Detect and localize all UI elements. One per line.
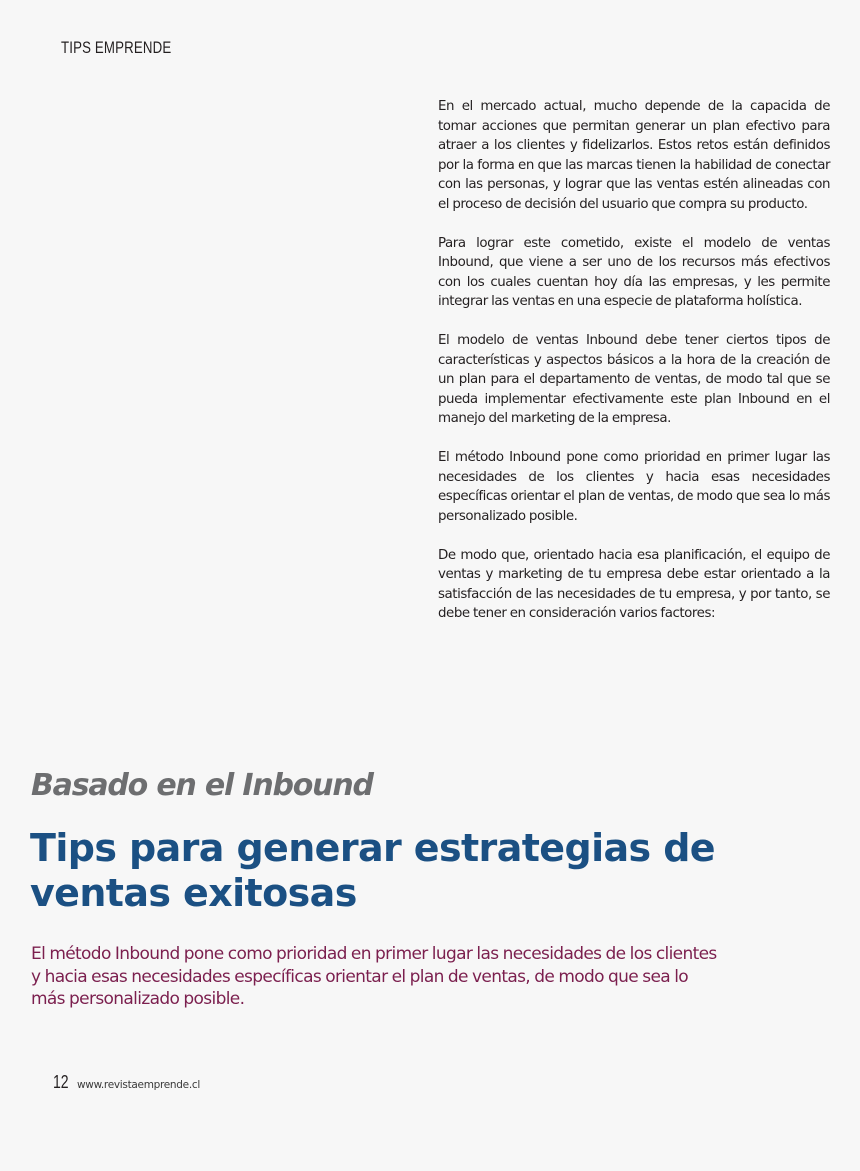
body-paragraph: En el mercado actual, mucho depende de la capacida de tomar acciones que permitan generar un plan efectivo para atraer a los clientes y fidelizarlos. Estos retos están definidos por la forma en que las marcas tienen la habilidad de conectar con las personas, y lograr que las ventas estén alineadas con el proceso de decisión del usuario que compra su producto.	[438, 99, 830, 212]
body-paragraph: Para lograr este cometido, existe el modelo de ventas Inbound, que viene a ser uno de los recursos más efectivos con los cuales cuentan hoy día las empresas, y les permite integrar las ventas en una especie de plataforma holística.	[438, 235, 830, 309]
page-footer	[53, 1072, 200, 1093]
article-body	[438, 97, 830, 643]
body-paragraph: De modo que, orientado hacia esa planificación, el equipo de ventas y marketing de tu empresa debe estar orientado a la satisfacción de las necesidades de tu empresa, y por tanto, se debe tener en consideración varios factores:	[438, 547, 830, 621]
site-url: www.revistaemprende.cl	[77, 1079, 200, 1091]
section-tag: TIPS EMPRENDE	[61, 38, 172, 57]
article-kicker: Basado en el Inbound	[31, 768, 373, 803]
body-paragraph: El modelo de ventas Inbound debe tener ciertos tipos de características y aspectos básicos a la hora de la creación de un plan para el departamento de ventas, de modo tal que se pueda implementar efectivamente este plan Inbound en el manejo del marketing de la empresa.	[438, 333, 830, 426]
article-headline: Tips para generar estrategias de ventas exitosas	[30, 826, 715, 915]
body-paragraph: El método Inbound pone como prioridad en primer lugar las necesidades de los clientes y hacia esas necesidades específicas orientar el plan de ventas, de modo que sea lo más personalizado posible.	[438, 450, 830, 524]
article-lead: El método Inbound pone como prioridad en primer lugar las necesidades de los clientes y hacia esas necesidades específicas orientar el plan de ventas, de modo que sea lo más personalizado posible.	[31, 944, 717, 1009]
page-number: 12	[53, 1072, 69, 1092]
